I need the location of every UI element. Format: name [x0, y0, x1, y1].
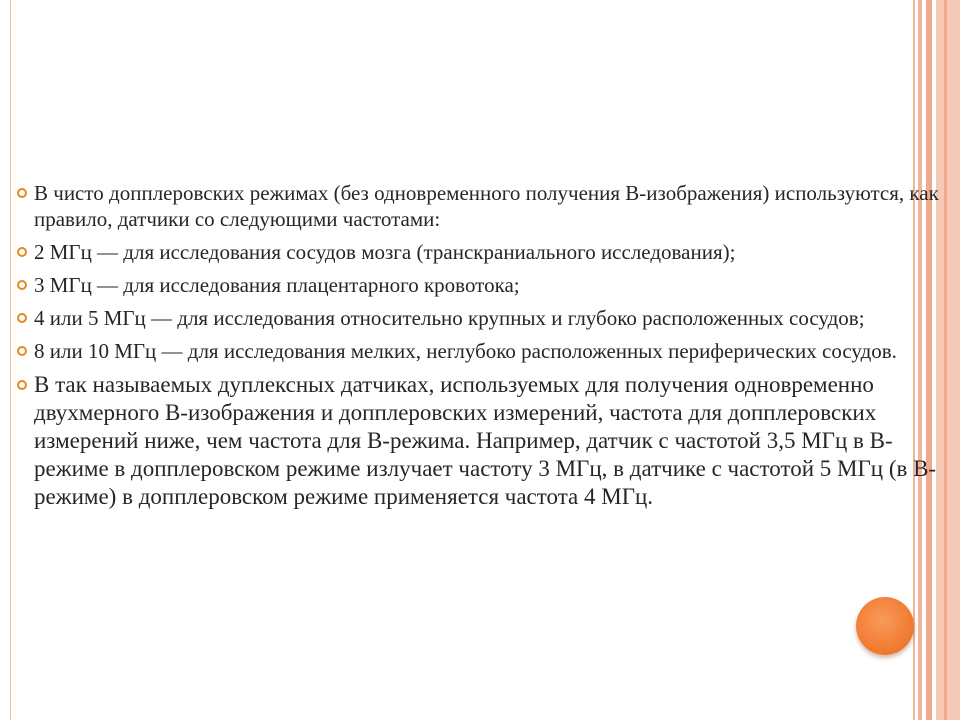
bullet-icon	[17, 313, 27, 323]
paragraph-text: 2 МГц — для исследования сосудов мозга (транскраниального исследования);	[34, 240, 736, 264]
paragraph-text: 8 или 10 МГц — для исследования мелких, неглубоко расположенных периферических сосудов.	[34, 339, 897, 363]
right-stripe-5	[944, 0, 947, 720]
bullet-paragraph-4	[12, 305, 942, 331]
bullet-icon	[17, 380, 27, 390]
orange-circle-icon	[856, 597, 914, 655]
bullet-icon	[17, 188, 27, 198]
left-frame-line	[10, 0, 11, 720]
bullet-paragraph-6	[12, 371, 942, 511]
bullet-paragraph-2	[12, 239, 942, 265]
bullet-paragraph-5	[12, 338, 942, 364]
paragraph-text: В чисто допплеровских режимах (без одновременного получения B-изображения) используются, как правило, датчики со следующими частотами:	[34, 181, 939, 231]
paragraph-text: В так называемых дуплексных датчиках, используемых для получения одновременно двухмерного B-изображения и допплеровских измерений, частота для допплеровских измерений ниже, чем частота для B-режима. Например, датчик с частотой 3,5 МГц в B-режиме в допплеровском режиме излучает частоту 3 МГц, в датчике с частотой 5 МГц (в B-режиме) в допплеровском режиме применяется частота 4 МГц.	[34, 372, 937, 509]
paragraph-text: 3 МГц — для исследования плацентарного кровотока;	[34, 273, 520, 297]
bullet-paragraph-1	[12, 180, 942, 232]
bullet-icon	[17, 247, 27, 257]
bullet-paragraph-3	[12, 272, 942, 298]
bullet-icon	[17, 346, 27, 356]
slide-body	[12, 180, 942, 518]
bullet-icon	[17, 280, 27, 290]
paragraph-text: 4 или 5 МГц — для исследования относительно крупных и глубоко расположенных сосудов;	[34, 306, 865, 330]
